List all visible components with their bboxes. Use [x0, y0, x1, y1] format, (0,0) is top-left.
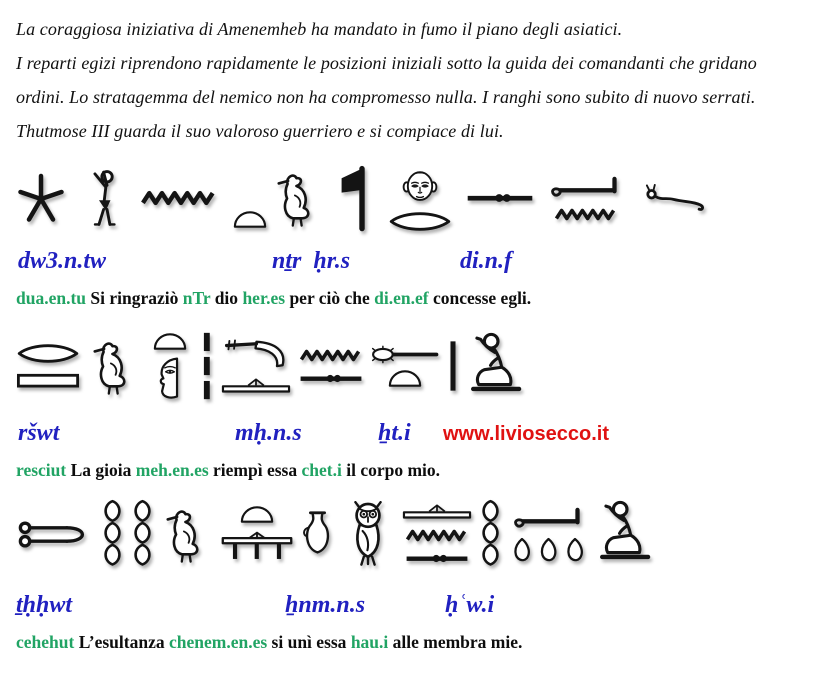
- face-front-hieroglyph-icon: [399, 163, 441, 205]
- wick-hieroglyph-icon: [479, 494, 502, 574]
- hieroglyph-group: [148, 332, 192, 400]
- transliteration-row-2: [16, 420, 809, 452]
- viper-hieroglyph-icon: [638, 181, 708, 215]
- translation-section-3: [16, 490, 809, 654]
- transliteration-term: ẖnm.n.s: [285, 592, 366, 618]
- jar-hieroglyph-icon: [301, 505, 334, 563]
- transliteration-row-1: [16, 248, 809, 280]
- intro-line-2: I reparti egizi riprendono rapidamente le posizioni iniziali sotto la guida dei comandanti che gridano: [16, 53, 757, 73]
- gloss-term: chenem.en.es: [168, 632, 268, 652]
- transliteration-row-3: [16, 592, 809, 624]
- hieroglyph-group: [16, 342, 80, 391]
- channel-hieroglyph-icon: [466, 189, 534, 207]
- gloss-text: La gioia: [66, 460, 136, 480]
- channel-hieroglyph-icon: [405, 550, 469, 567]
- wick-hieroglyph-icon: [131, 494, 154, 574]
- bird-hieroglyph-icon: [272, 167, 324, 229]
- gloss-term: cehehut: [16, 632, 75, 652]
- hieroglyph-row: [16, 156, 809, 240]
- intro-paragraph: [16, 12, 809, 148]
- kneeling-man-hieroglyph-icon: [467, 330, 529, 402]
- bird-hieroglyph-icon: [161, 503, 213, 565]
- gloss-text: concesse egli.: [428, 288, 532, 308]
- dashed-stroke-hieroglyph-icon: [200, 330, 213, 402]
- transliteration-term: nṯr ḥr.s: [272, 248, 351, 274]
- arm-hieroglyph-icon: [511, 504, 587, 531]
- intro-line-4: Thutmose III guarda il suo valoroso guerriero e si compiace di lui.: [16, 121, 504, 141]
- table-hieroglyph-icon: [220, 529, 294, 563]
- kneeling-man-hieroglyph-icon: [596, 498, 658, 570]
- hieroglyph-group: [371, 345, 439, 388]
- hieroglyph-group: [388, 163, 452, 233]
- gloss-term: nTr: [182, 288, 211, 308]
- transliteration-term: ṯḥḥwt: [16, 592, 73, 618]
- gloss-term: dua.en.tu: [16, 288, 87, 308]
- arm-hieroglyph-icon: [548, 173, 624, 200]
- hieroglyph-group: [509, 504, 589, 564]
- gloss-text: dio: [210, 288, 243, 308]
- hieroglyph-group: [299, 346, 363, 387]
- gloss-text: alle membra mie.: [388, 632, 523, 652]
- drops3-hieroglyph-icon: [509, 536, 589, 564]
- gloss-term: meh.en.es: [135, 460, 209, 480]
- flag-hieroglyph-icon: [338, 161, 374, 235]
- rope-loop-hieroglyph-icon: [16, 519, 94, 550]
- wick-hieroglyph-icon: [101, 494, 124, 574]
- translation-section-1: [16, 156, 809, 310]
- sickle-hieroglyph-icon: [221, 337, 291, 370]
- hieroglyph-group: [221, 337, 291, 395]
- bread-loaf-hieroglyph-icon: [232, 210, 268, 229]
- hieroglyph-group: [220, 505, 294, 563]
- bread-loaf-hieroglyph-icon: [387, 369, 423, 388]
- translation-section-2: [16, 324, 809, 482]
- gloss-line-1: [16, 286, 809, 310]
- transliteration-term: ršwt: [18, 420, 60, 446]
- gloss-text: riempì essa: [208, 460, 302, 480]
- gloss-text: per ciò che: [285, 288, 375, 308]
- bread-loaf-hieroglyph-icon: [152, 332, 188, 351]
- hieroglyph-group: [548, 173, 624, 224]
- intro-line-1: La coraggiosa iniziativa di Amenemheb ha mandato in fumo il piano degli asiatici.: [16, 19, 623, 39]
- hieroglyph-row: [16, 324, 809, 408]
- water-ripple-hieroglyph-icon: [140, 186, 218, 210]
- mace-hieroglyph-icon: [371, 345, 439, 364]
- transliteration-term: di.n.f: [460, 248, 513, 274]
- water-ripple-hieroglyph-icon: [299, 346, 363, 365]
- owl-hieroglyph-icon: [341, 500, 395, 568]
- gloss-text: Si ringraziò: [86, 288, 183, 308]
- transliteration-term: dw3.n.tw: [18, 248, 107, 274]
- transliteration-term: ḥʿw.i: [445, 592, 495, 618]
- gloss-term: hau.i: [350, 632, 389, 652]
- gloss-term: di.en.ef: [374, 288, 429, 308]
- stroke-hieroglyph-icon: [447, 338, 459, 394]
- gloss-line-3: [16, 630, 809, 654]
- gloss-line-2: [16, 458, 809, 482]
- water-ripple-hieroglyph-icon: [405, 526, 469, 545]
- channel-hieroglyph-icon: [299, 370, 363, 387]
- hieroglyph-group: [232, 167, 324, 229]
- gloss-text: il corpo mio.: [341, 460, 441, 480]
- gloss-text: L’esultanza: [74, 632, 169, 652]
- ornamented-bar-hieroglyph-icon: [221, 375, 291, 395]
- hieroglyph-row: [16, 490, 809, 578]
- praising-man-hieroglyph-icon: [80, 162, 126, 234]
- gloss-text: si unì essa: [267, 632, 351, 652]
- water-ripple-hieroglyph-icon: [554, 205, 618, 224]
- ornamented-bar-hieroglyph-icon: [402, 501, 472, 521]
- transliteration-term: ẖt.i: [378, 420, 411, 446]
- lens-hieroglyph-icon: [16, 342, 80, 365]
- lens-hieroglyph-icon: [388, 210, 452, 233]
- star-hieroglyph-icon: [16, 173, 66, 223]
- rectangle-hieroglyph-icon: [16, 370, 80, 391]
- website-watermark: www.liviosecco.it: [443, 423, 609, 445]
- intro-line-3: ordini. Lo stratagemma del nemico non ha compromesso nulla. I ranghi sono subito di nuovo serrati.: [16, 87, 756, 107]
- gloss-term: chet.i: [301, 460, 342, 480]
- gloss-term: resciut: [16, 460, 67, 480]
- bread-loaf-hieroglyph-icon: [239, 505, 275, 524]
- hieroglyph-group: [402, 501, 472, 567]
- transliteration-term: mḥ.n.s: [235, 420, 302, 446]
- bird-hieroglyph-icon: [88, 335, 140, 397]
- gloss-term: her.es: [242, 288, 286, 308]
- profile-face-hieroglyph-icon: [148, 356, 192, 400]
